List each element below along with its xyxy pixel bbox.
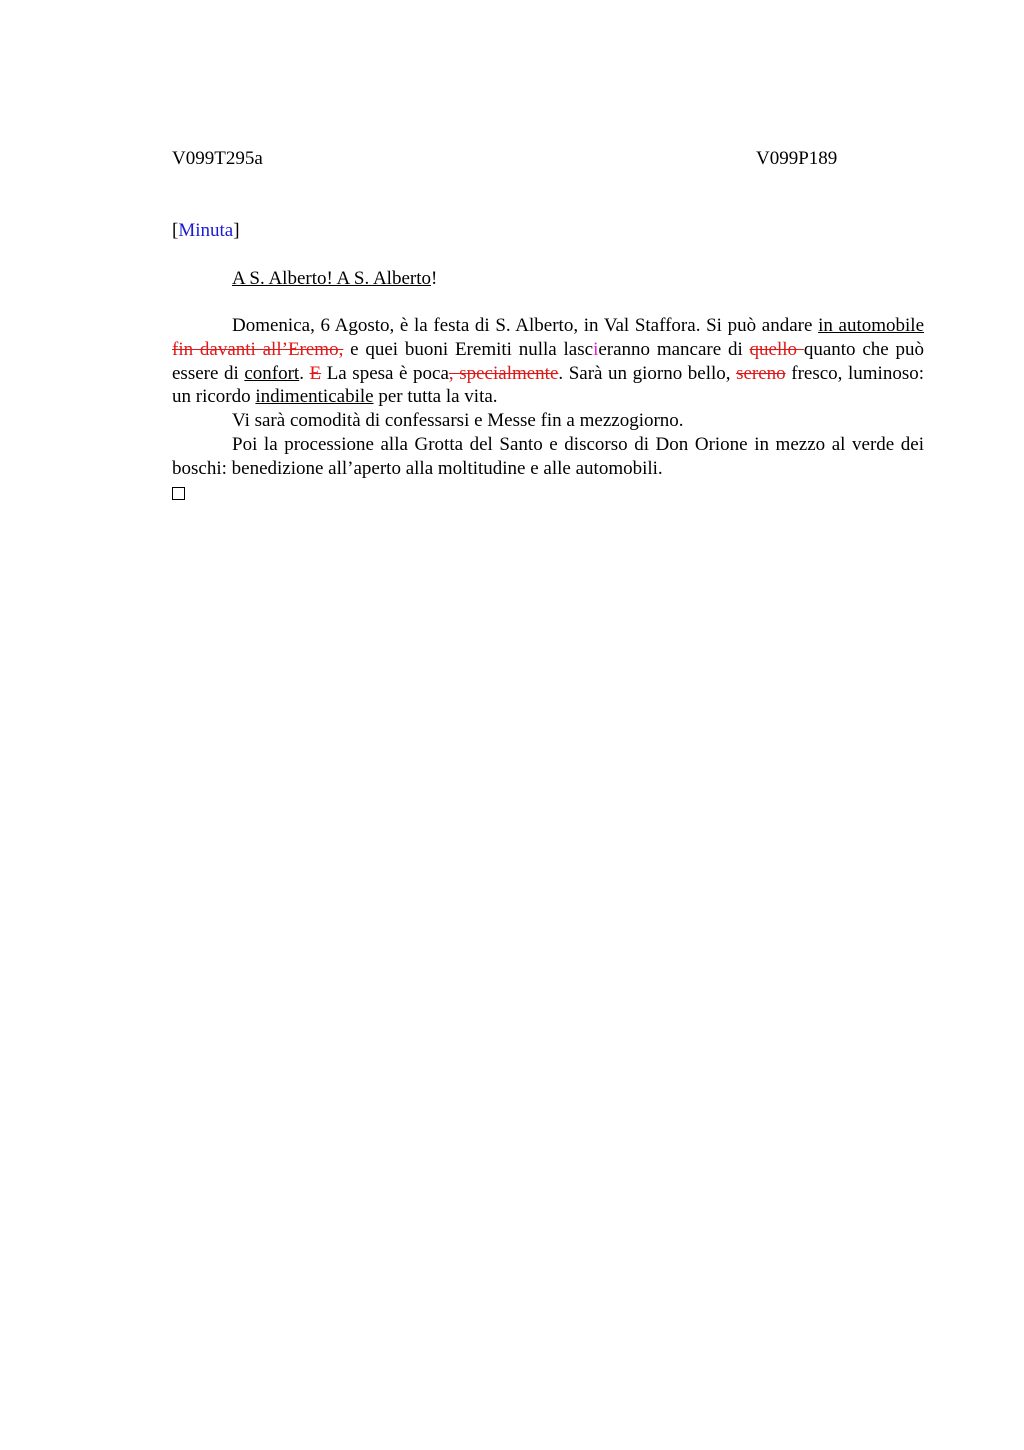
text-segment: quanto che può essere di: [172, 338, 925, 384]
deleted-text: quello: [749, 338, 804, 360]
document-header: [172, 146, 924, 172]
deleted-text: E: [309, 362, 322, 384]
minuta-open-bracket: [: [172, 220, 179, 241]
paragraph-3: Poi la processione alla Grotta del Santo e discorso di Don Orione in mezzo al verde dei boschi: benedizione all’aperto alla moltitudine e alle automobili.: [172, 433, 924, 479]
text-segment: e quei buoni Eremiti nulla lasc: [343, 338, 594, 360]
document-title: [172, 266, 924, 292]
underlined-text: confort: [244, 362, 300, 384]
deleted-text: , specialmente: [448, 362, 559, 384]
text-segment: per tutta la vita.: [373, 386, 498, 408]
end-square-icon: [172, 487, 185, 500]
text-segment: La spesa è poca: [321, 362, 449, 384]
text-segment: eranno mancare di: [598, 338, 750, 360]
deleted-text: fin davanti all’Eremo,: [172, 338, 344, 360]
text-segment: Domenica, 6 Agosto, è la festa di S. Alberto, in Val Staffora. Si può andare: [232, 315, 819, 336]
document-page: [172, 146, 924, 500]
document-body: [172, 314, 924, 500]
underlined-text: indimenticabile: [255, 386, 374, 408]
text-segment: fresco, luminoso: un ricordo: [172, 362, 924, 408]
minuta-close-bracket: ]: [233, 220, 240, 241]
document-code-left: V099T295a: [172, 148, 263, 169]
minuta-word: Minuta: [178, 220, 234, 241]
paragraph-1: [172, 314, 924, 409]
title-tail: !: [431, 268, 438, 289]
document-code-right: V099P189: [756, 148, 838, 169]
deleted-text: sereno: [736, 362, 786, 384]
inserted-text: i: [593, 338, 599, 360]
title-underlined: A S. Alberto! A S. Alberto: [232, 268, 431, 289]
underlined-text: in automobile: [818, 315, 925, 336]
text-segment: . Sarà un giorno bello,: [558, 362, 737, 384]
text-segment: .: [299, 362, 310, 384]
paragraph-2: Vi sarà comodità di confessarsi e Messe fin a mezzogiorno.: [232, 410, 684, 432]
minuta-label: [172, 218, 924, 244]
